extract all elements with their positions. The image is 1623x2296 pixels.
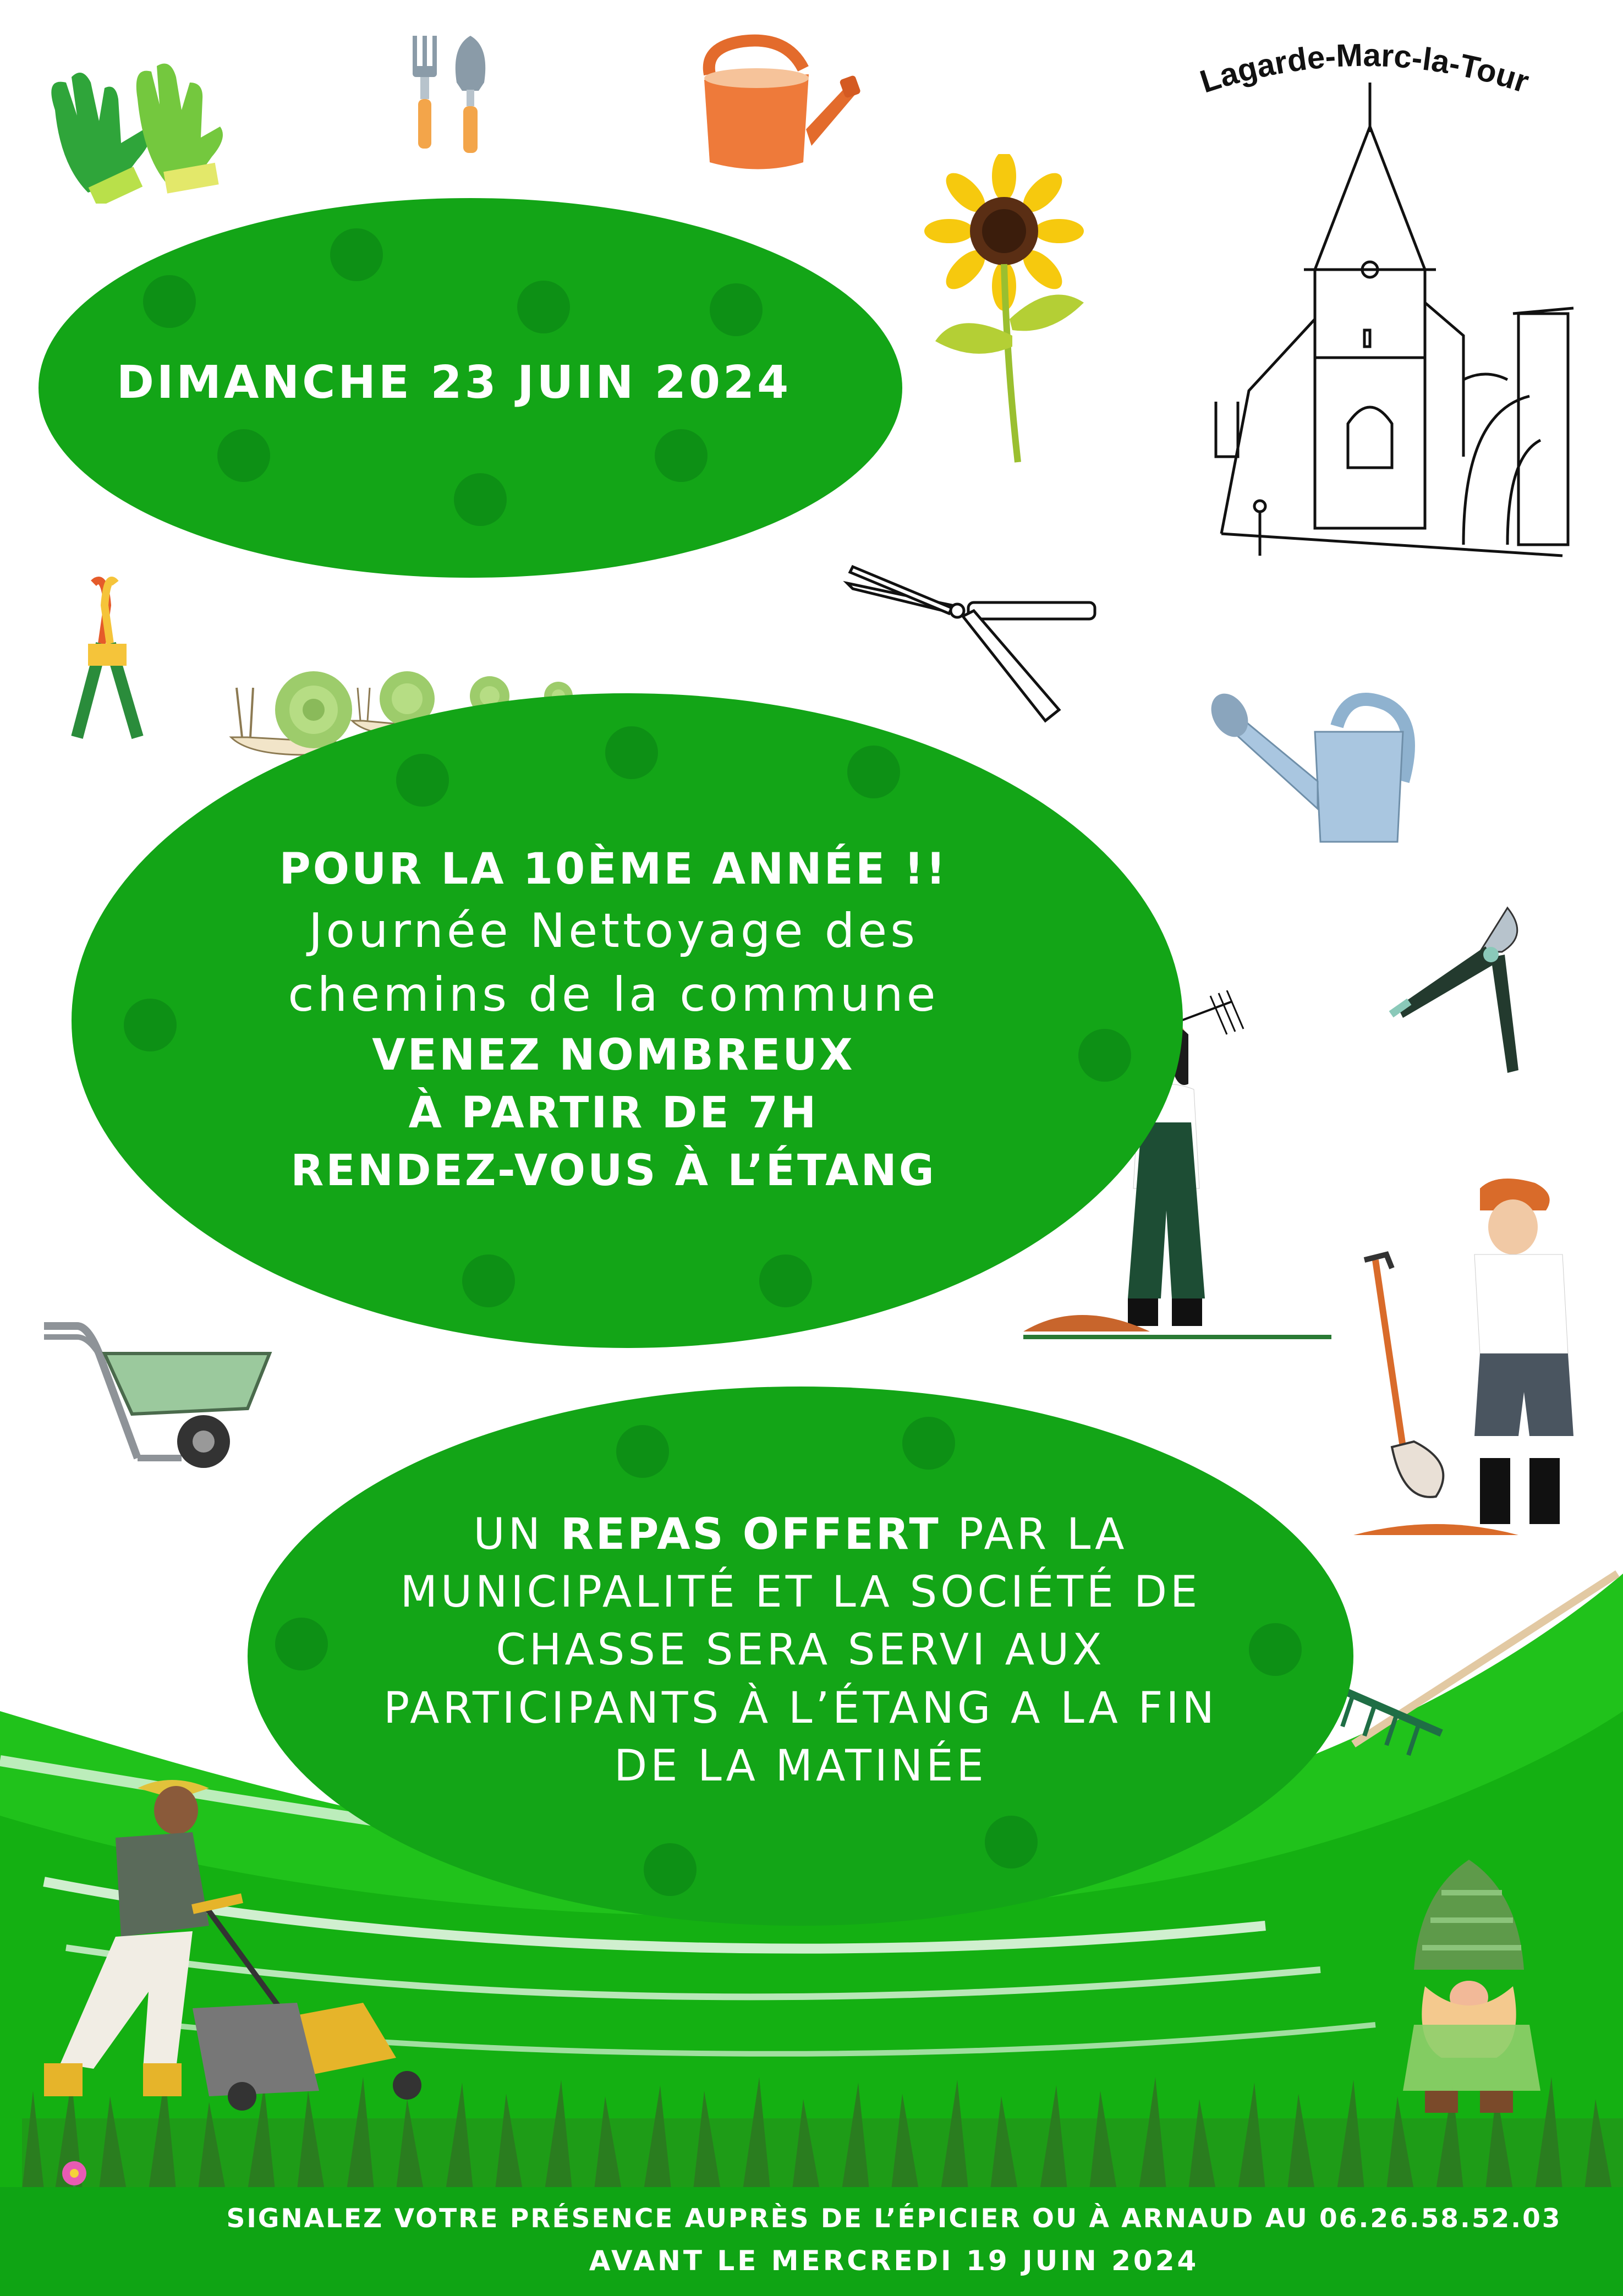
pruner-icon (1386, 902, 1551, 1084)
footer-bar (0, 2187, 1623, 2296)
event-title-line-2: chemins de la commune (288, 967, 939, 1022)
garden-tools-icon (396, 30, 506, 157)
gnome-icon (1381, 1860, 1562, 2124)
meal-prefix: UN (473, 1509, 561, 1559)
event-date: DIMANCHE 23 JUIN 2024 (116, 356, 792, 409)
gardener-man-shovel (1353, 1172, 1617, 1541)
meal-suffix: PAR LA (940, 1509, 1128, 1559)
free-meal-highlight: REPAS OFFERT (560, 1509, 941, 1559)
registration-info: SIGNALEZ VOTRE PRÉSENCE AUPRÈS DE L’ÉPICIER OU À ARNAUD AU 06.26.58.52.03 (226, 2204, 1562, 2234)
sunflower-icon (924, 154, 1089, 473)
church-sketch (1177, 72, 1595, 594)
meal-info-oval (248, 1387, 1353, 1926)
watering-can-icon (682, 25, 864, 179)
gloves-icon (39, 44, 237, 204)
edition-text: POUR LA 10ÈME ANNÉE !! (279, 845, 948, 895)
town-name: Lagarde-Marc-la-Tour (1196, 37, 1533, 100)
shears-icon (842, 545, 1106, 732)
meeting-point: RENDEZ-VOUS À L’ÉTANG (290, 1146, 936, 1196)
call-to-action: VENEZ NOMBREUX (372, 1030, 855, 1080)
blue-watering-can-icon (1205, 682, 1436, 853)
registration-deadline: AVANT LE MERCREDI 19 JUIN 2024 (589, 2245, 1199, 2277)
start-time: À PARTIR DE 7H (408, 1088, 819, 1138)
event-title-line-1: Journée Nettoyage des (308, 903, 919, 958)
meal-line-3: CHASSE SERA SERVI AUX (496, 1625, 1105, 1675)
meal-line-2: MUNICIPALITÉ ET LA SOCIÉTÉ DE (400, 1568, 1201, 1618)
date-oval (39, 198, 902, 578)
meal-line-4: PARTICIPANTS À L’ÉTANG A LA FIN (383, 1683, 1218, 1733)
main-info-oval (72, 693, 1183, 1348)
meal-line-1 (383, 1506, 1218, 1564)
loppers-icon (55, 572, 160, 743)
wheelbarrow-icon (39, 1309, 275, 1475)
meal-line-5: DE LA MATINÉE (614, 1741, 987, 1791)
